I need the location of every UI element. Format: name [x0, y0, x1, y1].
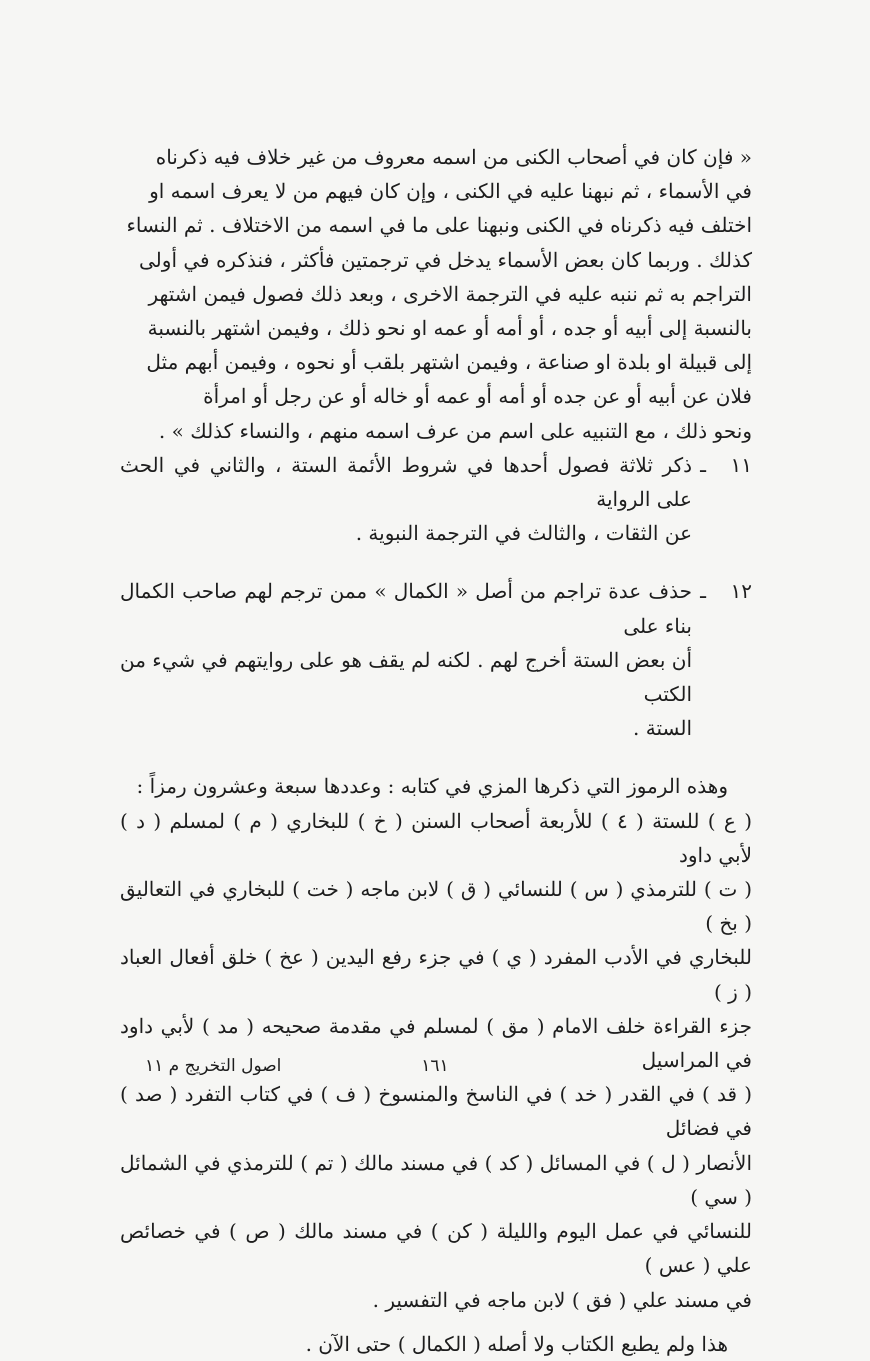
closing-line: هذا ولم يطبع الكتاب ولا أصله ( الكمال ) حتى الآن .	[305, 1331, 728, 1356]
text-line: كذلك . وربما كان بعض الأسماء يدخل في ترجمتين فأكثر ، فنذكره في أولى	[139, 247, 752, 272]
text-line: في الأسماء ، ثم نبهنا عليه في الكنى ، وإن كان فيهم من لا يعرف اسمه او	[149, 179, 752, 204]
text-line: وهذه الرموز التي ذكرها المزي في كتابه : وعددها سبعة وعشرون رمزاً :	[136, 774, 728, 799]
symbols-paragraph	[120, 769, 752, 1316]
text-line: أن بعض الستة أخرج لهم . لكنه لم يقف هو على روايتهم في شيء من الكتب	[120, 647, 692, 707]
quoted-paragraph	[120, 140, 752, 448]
text-line: جزء القراءة خلف الامام ( مق ) لمسلم في مقدمة صحيحه ( مد ) لأبي داود في المراسيل	[120, 1013, 752, 1073]
text-line: ذكر ثلاثة فصول أحدها في شروط الأئمة الستة ، والثاني في الحث على الرواية	[120, 452, 692, 512]
page-number: ١٦١	[421, 1056, 449, 1076]
text-line: للنسائي في عمل اليوم والليلة ( كن ) في مسند مالك ( ص ) في خصائص علي ( عس )	[120, 1219, 752, 1278]
text-line: ( ت ) للترمذي ( س ) للنسائي ( ق ) لابن ماجه ( خت ) للبخاري في التعاليق ( بخ )	[120, 877, 752, 936]
item-number: ١١	[730, 452, 752, 477]
text-line: التراجم به ثم ننبه عليه في الترجمة الاخرى ، وبعد ذلك فصول فيمن اشتهر	[148, 281, 752, 306]
running-title: اصول التخريج م ١١	[145, 1056, 282, 1076]
numbered-item-12	[120, 574, 752, 745]
item-body	[120, 574, 692, 745]
item-dash: ـ	[700, 579, 706, 604]
item-number: ١٢	[730, 579, 752, 604]
text-line: الستة .	[633, 716, 692, 741]
text-line: اختلف فيه ذكرناه في الكنى ونبهنا على ما في اسمه من الاختلاف . ثم النساء	[126, 213, 752, 238]
text-line: ( ع ) للستة ( ٤ ) للأربعة أصحاب السنن ( خ ) للبخاري ( م ) لمسلم ( د ) لأبي داود	[120, 808, 752, 867]
text-line: في مسند علي ( فق ) لابن ماجه في التفسير .	[372, 1287, 752, 1312]
text-line: بالنسبة إلى أبيه أو جده ، أو أمه أو عمه او نحو ذلك ، وفيمن اشتهر بالنسبة	[147, 316, 752, 341]
text-line: إلى قبيلة او بلدة او صناعة ، وفيمن اشتهر بلقب أو نحوه ، وفيمن أبهم مثل	[146, 350, 752, 375]
item-body	[120, 448, 692, 551]
text-line: فلان عن أبيه أو عن جده أو أمه أو عمه أو خاله أو عن رجل أو امرأة	[203, 384, 752, 409]
text-line: حذف عدة تراجم من أصل « الكمال » ممن ترجم لهم صاحب الكمال بناء على	[120, 579, 692, 638]
page-footer	[0, 1056, 870, 1086]
text-line: عن الثقات ، والثالث في الترجمة النبوية .	[355, 521, 692, 546]
item-dash: ـ	[700, 452, 706, 477]
text-line: ونحو ذلك ، مع التنبيه على اسم من عرف اسمه منهم ، والنساء كذلك » .	[158, 418, 752, 443]
text-line: « فإن كان في أصحاب الكنى من اسمه معروف من غير خلاف فيه ذكرناه	[155, 145, 752, 169]
text-line: الأنصار ( ل ) في المسائل ( كد ) في مسند مالك ( تم ) للترمذي في الشمائل ( سي )	[120, 1150, 752, 1209]
text-line: ( قد ) في القدر ( خد ) في الناسخ والمنسوخ ( ف ) في كتاب التفرد ( صد ) في فضائل	[120, 1082, 752, 1141]
numbered-item-11	[120, 448, 752, 551]
text-line: للبخاري في الأدب المفرد ( ي ) في جزء رفع اليدين ( عخ ) خلق أفعال العباد ( ز )	[120, 945, 752, 1004]
body-text	[120, 140, 752, 1361]
